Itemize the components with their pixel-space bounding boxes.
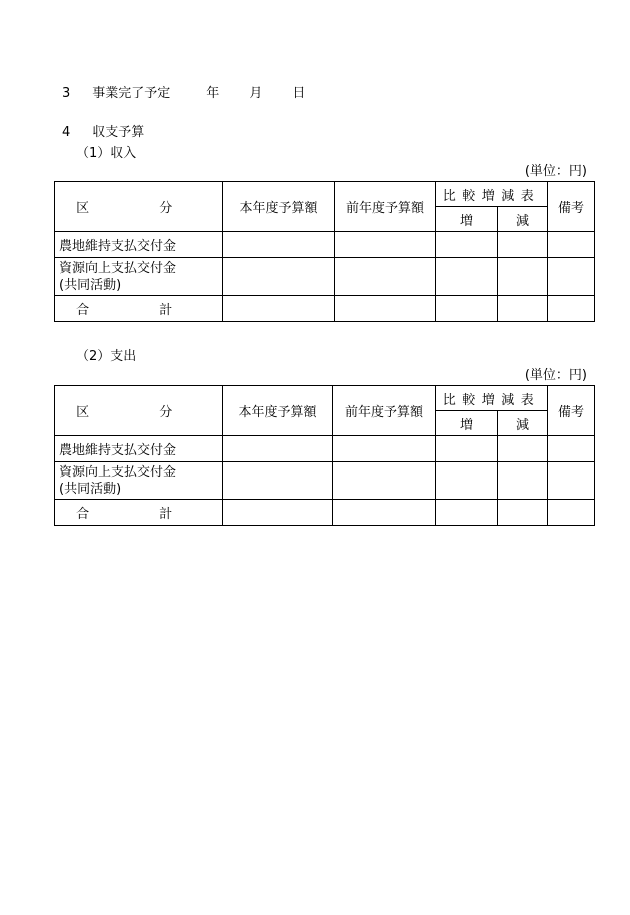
cell-decrease xyxy=(498,232,548,258)
cell-decrease xyxy=(498,258,548,296)
table-row xyxy=(55,258,595,296)
income-header-decrease: 減 xyxy=(498,207,548,232)
cell-current xyxy=(223,232,335,258)
income-heading: （1）収入 xyxy=(76,146,137,161)
cell-previous xyxy=(333,500,436,526)
cell-remarks xyxy=(548,436,595,462)
row-label: 農地維持支払交付金 xyxy=(55,232,223,258)
table-row-total xyxy=(55,296,595,322)
income-header-previous: 前年度予算額 xyxy=(335,182,436,232)
expense-header-compare: 比較増減表 xyxy=(436,386,548,411)
row-label: 農地維持支払交付金 xyxy=(55,436,223,462)
table-row-total xyxy=(55,500,595,526)
cell-remarks xyxy=(548,462,595,500)
cell-remarks xyxy=(548,296,595,322)
cell-current xyxy=(223,462,333,500)
expense-header-increase: 増 xyxy=(436,411,498,436)
cell-remarks xyxy=(548,232,595,258)
income-header-compare: 比較増減表 xyxy=(436,182,548,207)
cell-increase xyxy=(436,462,498,500)
cell-previous xyxy=(333,436,436,462)
cell-decrease xyxy=(498,500,548,526)
cell-decrease xyxy=(498,462,548,500)
expense-heading: （2）支出 xyxy=(76,349,137,364)
income-header-current: 本年度予算額 xyxy=(223,182,335,232)
income-unit: (単位：円) xyxy=(524,164,587,179)
row-label-total: 合 計 xyxy=(55,500,223,526)
cell-decrease xyxy=(498,296,548,322)
expense-header-previous: 前年度予算額 xyxy=(333,386,436,436)
expense-unit: (単位：円) xyxy=(524,368,587,383)
expense-header-decrease: 減 xyxy=(498,411,548,436)
income-header-remarks: 備考 xyxy=(548,182,595,232)
expense-header-current: 本年度予算額 xyxy=(223,386,333,436)
cell-current xyxy=(223,500,333,526)
cell-increase xyxy=(436,436,498,462)
expense-table xyxy=(54,385,595,526)
section-3-year: 年 xyxy=(206,86,220,101)
cell-current xyxy=(223,258,335,296)
section-3-line xyxy=(62,86,305,102)
cell-increase xyxy=(436,232,498,258)
cell-current xyxy=(223,296,335,322)
cell-remarks xyxy=(548,500,595,526)
cell-current xyxy=(223,436,333,462)
table-row xyxy=(55,462,595,500)
income-header-increase: 増 xyxy=(436,207,498,232)
income-table xyxy=(54,181,595,322)
section-3-day: 日 xyxy=(292,86,306,101)
cell-increase xyxy=(436,500,498,526)
table-row xyxy=(55,436,595,462)
cell-remarks xyxy=(548,258,595,296)
row-label-total: 合 計 xyxy=(55,296,223,322)
expense-header-remarks: 備考 xyxy=(548,386,595,436)
section-3-label: 事業完了予定 xyxy=(92,86,171,101)
row-label: 資源向上支払交付金 (共同活動) xyxy=(55,258,223,296)
income-header-category: 区 分 xyxy=(55,182,223,232)
cell-increase xyxy=(436,258,498,296)
cell-previous xyxy=(333,462,436,500)
cell-previous xyxy=(335,296,436,322)
cell-decrease xyxy=(498,436,548,462)
cell-previous xyxy=(335,232,436,258)
cell-increase xyxy=(436,296,498,322)
section-4-label: 収支予算 xyxy=(92,125,145,140)
table-row xyxy=(55,232,595,258)
cell-previous xyxy=(335,258,436,296)
expense-header-category: 区 分 xyxy=(55,386,223,436)
section-3-number: 3 xyxy=(62,86,71,101)
section-3-month: 月 xyxy=(249,86,263,101)
section-4-number: 4 xyxy=(62,125,71,140)
section-4-line xyxy=(62,125,144,141)
row-label: 資源向上支払交付金 (共同活動) xyxy=(55,462,223,500)
